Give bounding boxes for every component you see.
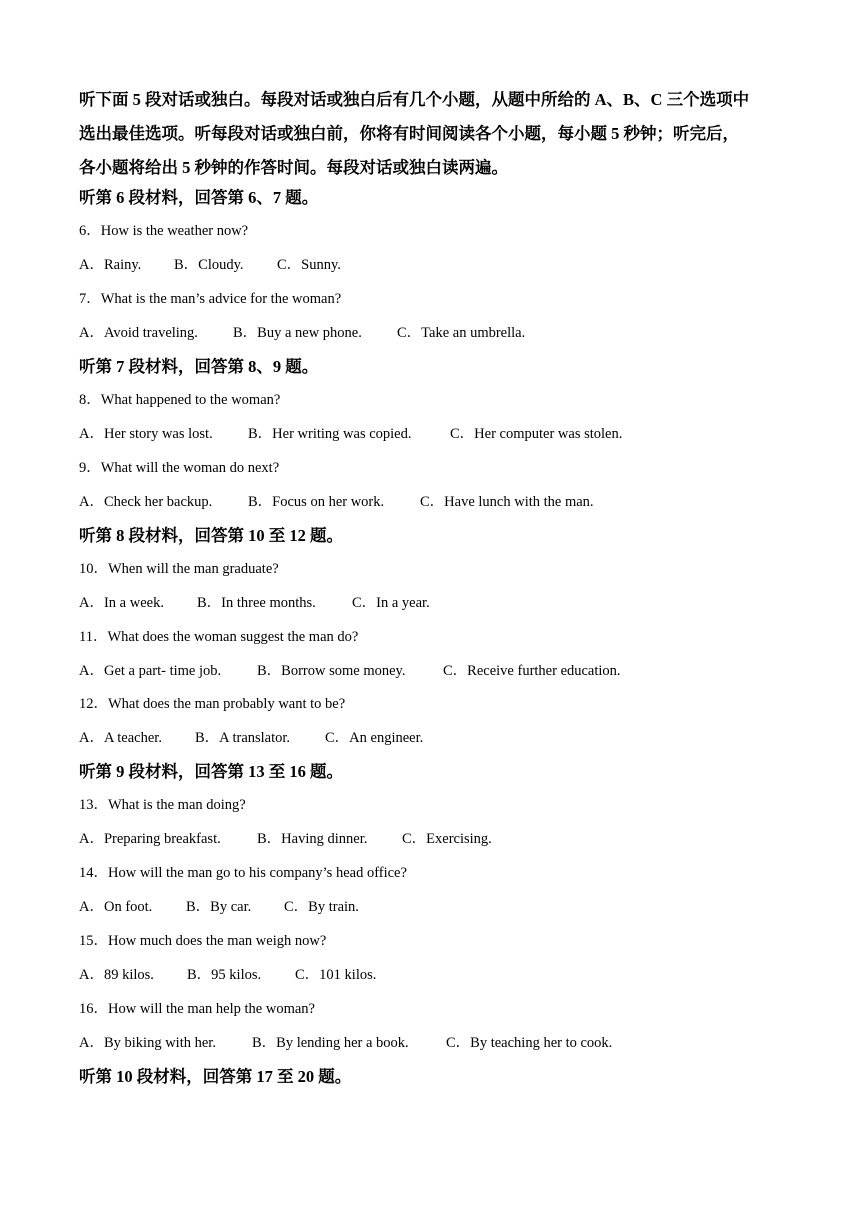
section-heading: 听第 10 段材料，回答第 17 至 20 题。 [79, 1067, 352, 1086]
options-15 [79, 965, 376, 985]
options-16 [79, 1033, 612, 1053]
option-b: B．Borrow some money. [257, 663, 406, 679]
options-8 [79, 424, 622, 444]
options-9 [79, 492, 594, 512]
option-b: B．Her writing was copied. [248, 426, 412, 442]
question-13: 13．What is the man doing? [79, 797, 246, 813]
option-c: C．Her computer was stolen. [450, 426, 623, 442]
instruction-line: 各小题将给出 5 秒钟的作答时间。每段对话或独白读两遍。 [79, 158, 508, 177]
option-b: B．Having dinner. [257, 831, 368, 847]
option-a: A．By biking with her. [79, 1035, 216, 1051]
question-9: 9．What will the woman do next? [79, 460, 280, 476]
instruction-line: 选出最佳选项。听每段对话或独白前，你将有时间阅读各个小题，每小题 5 秒钟；听完后， [79, 124, 739, 143]
question-11: 11．What does the woman suggest the man do? [79, 629, 359, 645]
option-b: B．Cloudy. [174, 257, 244, 273]
option-c: C．By teaching her to cook. [446, 1035, 613, 1051]
option-a: A．Check her backup. [79, 494, 213, 510]
option-b: B．A translator. [195, 730, 291, 746]
question-6: 6．How is the weather now? [79, 223, 249, 239]
question-8: 8．What happened to the woman? [79, 392, 281, 408]
question-15: 15．How much does the man weigh now? [79, 933, 327, 949]
option-c: C．Take an umbrella. [397, 325, 526, 341]
option-b: B．95 kilos. [187, 967, 262, 983]
option-c: C．Receive further education. [443, 663, 621, 679]
option-a: A．Preparing breakfast. [79, 831, 221, 847]
options-13 [79, 829, 492, 849]
section-heading: 听第 9 段材料，回答第 13 至 16 题。 [79, 762, 343, 781]
options-7 [79, 323, 525, 343]
section-heading: 听第 8 段材料，回答第 10 至 12 题。 [79, 526, 343, 545]
option-c: C．In a year. [352, 595, 430, 611]
option-a: A．Her story was lost. [79, 426, 213, 442]
option-c: C．By train. [284, 899, 359, 915]
instruction-line: 听下面 5 段对话或独白。每段对话或独白后有几个小题，从题中所给的 A、B、C 三个选项中 [79, 90, 750, 109]
options-14 [79, 897, 359, 917]
option-a: A．On foot. [79, 899, 153, 915]
listening-instructions [79, 83, 799, 185]
options-12 [79, 728, 423, 748]
option-a: A．89 kilos. [79, 967, 154, 983]
option-c: C．Sunny. [277, 257, 341, 273]
question-14: 14．How will the man go to his company’s head office? [79, 865, 407, 881]
options-11 [79, 661, 621, 681]
option-c: C．Have lunch with the man. [420, 494, 594, 510]
question-16: 16．How will the man help the woman? [79, 1001, 315, 1017]
option-b: B．Focus on her work. [248, 494, 385, 510]
option-a: A．Rainy. [79, 257, 142, 273]
question-7: 7．What is the man’s advice for the woman? [79, 291, 342, 307]
section-heading: 听第 6 段材料，回答第 6、7 题。 [79, 188, 319, 207]
options-10 [79, 593, 430, 613]
option-c: C．Exercising. [402, 831, 492, 847]
option-b: B．By lending her a book. [252, 1035, 409, 1051]
question-12: 12．What does the man probably want to be? [79, 696, 346, 712]
question-10: 10．When will the man graduate? [79, 561, 279, 577]
option-a: A．Avoid traveling. [79, 325, 198, 341]
option-b: B．By car. [186, 899, 252, 915]
option-a: A．Get a part- time job. [79, 663, 222, 679]
option-b: B．In three months. [197, 595, 316, 611]
option-b: B．Buy a new phone. [233, 325, 362, 341]
section-heading: 听第 7 段材料，回答第 8、9 题。 [79, 357, 319, 376]
option-c: C．101 kilos. [295, 967, 377, 983]
option-a: A．In a week. [79, 595, 164, 611]
options-6 [79, 255, 341, 275]
option-c: C．An engineer. [325, 730, 424, 746]
option-a: A．A teacher. [79, 730, 162, 746]
